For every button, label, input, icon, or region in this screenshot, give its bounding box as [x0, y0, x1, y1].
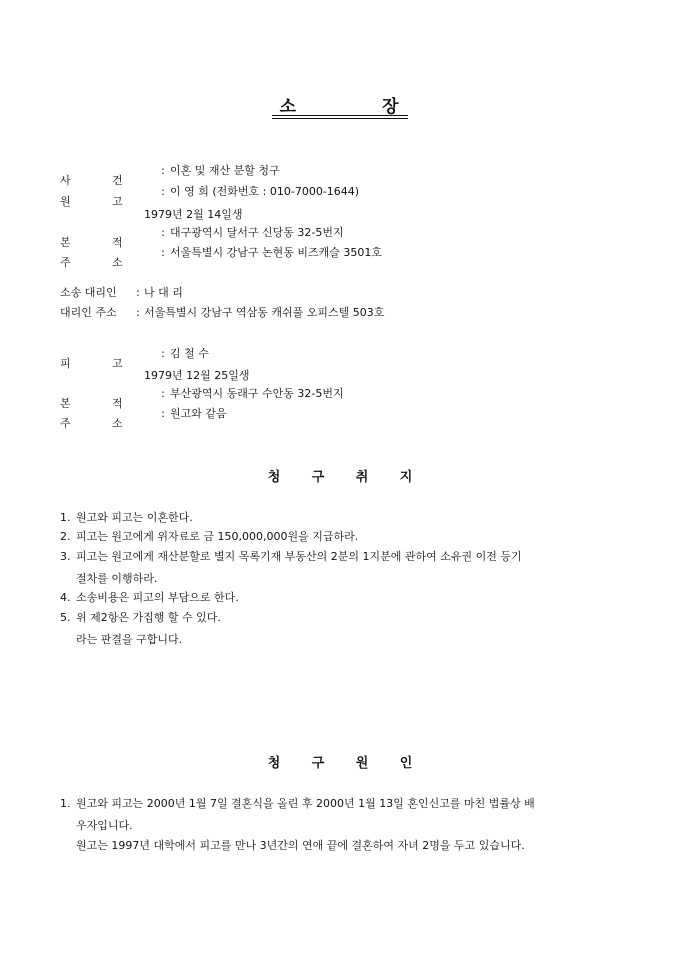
claims-heading-char-4: 지 — [399, 470, 413, 485]
cause-item-1 — [60, 797, 640, 811]
defendant-domicile: 부산광역시 동래구 수안동 32-5번지 — [170, 387, 344, 400]
title-underline-1 — [272, 115, 408, 116]
case-row: 사 건 : 이혼 및 재산 분할 청구 — [60, 164, 280, 187]
defendant-label-2: 고 — [112, 357, 123, 370]
agent-name-label: 소송 대리인 — [60, 286, 117, 299]
agent-name-row: 소송 대리인 : 나 대 리 — [60, 286, 183, 299]
claims-heading — [0, 466, 680, 485]
plaintiff-address-label-2: 소 — [112, 256, 123, 269]
cause-heading-char-1: 청 — [267, 756, 281, 771]
claim-num-3: 3. — [60, 550, 71, 563]
defendant-birth: 1979년 12월 25일생 — [144, 369, 250, 382]
document-title — [0, 92, 680, 121]
defendant-address-label-1: 주 — [60, 417, 71, 430]
agent-name: 나 대 리 — [144, 286, 183, 299]
plaintiff-row: 원 고 : 이 영 희 (전화번호 : 010-7000-1644) — [60, 185, 360, 208]
defendant-domicile-row: 본 적 : 부산광역시 동래구 수안동 32-5번지 — [60, 387, 344, 410]
claim-item-4 — [60, 591, 640, 605]
claim-num-2: 2. — [60, 530, 71, 543]
agent-address: 서울특별시 강남구 역삼동 캐쉬풀 오피스텔 503호 — [144, 306, 385, 319]
plaintiff-address: 서울특별시 강남구 논현동 비즈캐슬 3501호 — [170, 246, 382, 259]
claim-text-5: 위 제2항은 가집행 할 수 있다. — [76, 611, 221, 624]
cause-heading — [0, 752, 680, 771]
defendant-domicile-label-2: 적 — [112, 397, 123, 410]
claims-closing: 라는 판결을 구합니다. — [76, 633, 183, 646]
cause-text-1-cont: 우자입니다. — [76, 819, 133, 832]
defendant-address: 원고와 같음 — [170, 407, 227, 420]
claim-text-3: 피고는 원고에게 재산분할로 별지 목록기재 부동산의 2분의 1지분에 관하여 소유권 이전 등기 — [76, 550, 522, 563]
cause-heading-char-4: 인 — [399, 756, 413, 771]
title-char-2: 장 — [382, 97, 401, 117]
plaintiff-address-row: 주 소 : 서울특별시 강남구 논현동 비즈캐슬 3501호 — [60, 246, 382, 269]
agent-address-row: 대리인 주소 : 서울특별시 강남구 역삼동 캐쉬풀 오피스텔 503호 — [60, 306, 385, 319]
plaintiff-domicile-label-1: 본 — [60, 236, 71, 249]
claim-num-4: 4. — [60, 591, 71, 604]
claims-heading-char-2: 구 — [311, 470, 325, 485]
plaintiff-birth: 1979년 2월 14일생 — [144, 208, 243, 221]
plaintiff-domicile-row: 본 적 : 대구광역시 달서구 신당동 32-5번지 — [60, 226, 344, 249]
defendant-domicile-label-1: 본 — [60, 397, 71, 410]
agent-address-label: 대리인 주소 — [60, 306, 117, 319]
defendant-row: 피 고 : 김 철 수 — [60, 347, 209, 370]
claim-num-5: 5. — [60, 611, 71, 624]
cause-paragraph-1: 원고는 1997년 대학에서 피고를 만나 3년간의 연애 끝에 결혼하여 자녀 2명을 두고 있습니다. — [76, 839, 525, 852]
cause-heading-char-3: 원 — [355, 756, 369, 771]
case-label-2: 건 — [112, 174, 123, 187]
title-char-1: 소 — [279, 97, 298, 117]
defendant-address-row: 주 소 : 원고와 같음 — [60, 407, 227, 430]
claims-heading-char-3: 취 — [355, 470, 369, 485]
plaintiff-label-1: 원 — [60, 195, 71, 208]
plaintiff-name: 이 영 희 (전화번호 : 010-7000-1644) — [170, 185, 360, 198]
cause-text-1: 원고와 피고는 2000년 1월 7일 결혼식을 올린 후 2000년 1월 13일 혼인신고를 마친 법률상 배 — [76, 797, 535, 810]
claim-text-3-cont: 절차를 이행하라. — [76, 572, 158, 585]
claim-item-3 — [60, 550, 640, 564]
plaintiff-domicile: 대구광역시 달서구 신당동 32-5번지 — [170, 226, 344, 239]
claim-text-2: 피고는 원고에게 위자료로 금 150,000,000원을 지급하라. — [76, 530, 359, 543]
claim-text-4: 소송비용은 피고의 부담으로 한다. — [76, 591, 239, 604]
cause-heading-char-2: 구 — [311, 756, 325, 771]
claim-item-1 — [60, 511, 640, 525]
defendant-name: 김 철 수 — [170, 347, 209, 360]
defendant-label-1: 피 — [60, 357, 71, 370]
claims-heading-char-1: 청 — [267, 470, 281, 485]
defendant-address-label-2: 소 — [112, 417, 123, 430]
case-value: 이혼 및 재산 분할 청구 — [170, 164, 280, 177]
plaintiff-domicile-label-2: 적 — [112, 236, 123, 249]
plaintiff-label-2: 고 — [112, 195, 123, 208]
title-underline-2 — [272, 118, 408, 119]
claim-num-1: 1. — [60, 511, 71, 524]
plaintiff-address-label-1: 주 — [60, 256, 71, 269]
claim-item-2 — [60, 530, 640, 544]
cause-num-1: 1. — [60, 797, 71, 810]
claim-item-5 — [60, 611, 640, 625]
claim-text-1: 원고와 피고는 이혼한다. — [76, 511, 193, 524]
case-label-1: 사 — [60, 174, 71, 187]
